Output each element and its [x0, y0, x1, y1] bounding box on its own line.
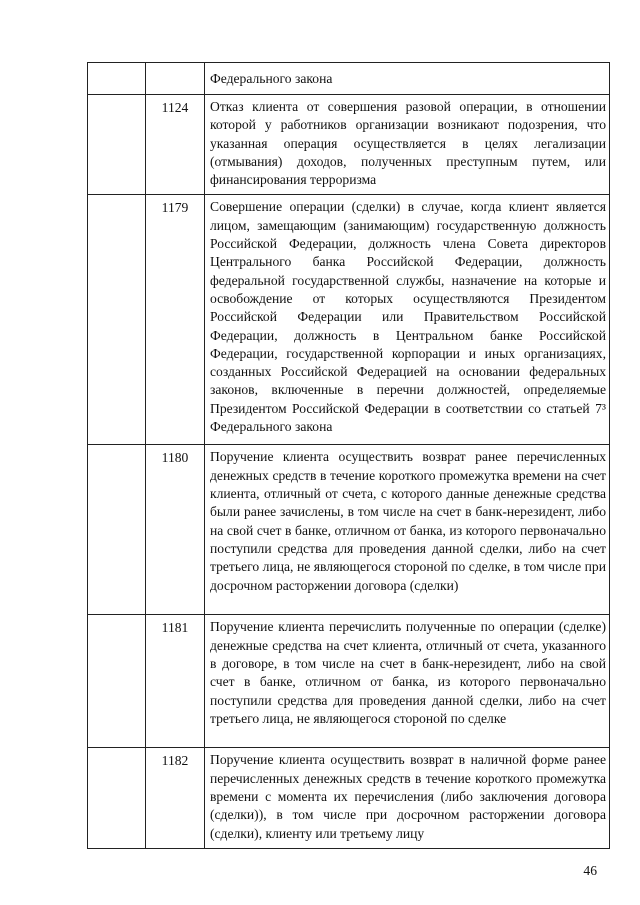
blank-cell [88, 615, 146, 748]
row-code: 1179 [146, 195, 205, 445]
row-text: Федерального закона [205, 63, 610, 95]
table-row [88, 63, 610, 95]
row-text: Отказ клиента от совершения разовой операции, в отношении которой у работников организации возникают подозрения, что указанная операция осуществляется в целях легализации (отмывания) доходов, полученных преступным путем, или финансирования терроризма [205, 95, 610, 195]
table-row [88, 615, 610, 748]
row-code: 1124 [146, 95, 205, 195]
blank-cell [88, 445, 146, 615]
row-text: Поручение клиента осуществить возврат ранее перечисленных денежных средств в течение короткого промежутка времени на счет клиента, отличный от счета, с которого данные денежные средства были ранее зачислены, в том числе на счет в банк-нерезидент, либо на свой счет в банке, отличном от банка, из которого первоначально поступили средства для проведения данной сделки, либо на счет третьего лица, не являющегося стороной по сделке, в том числе при досрочном расторжении договора (сделки) [205, 445, 610, 615]
row-text: Поручение клиента перечислить полученные по операции (сделке) денежные средства на счет клиента, отличный от счета, указанного в договоре, в том числе на счет в банк-нерезидент, либо на свой счет в банке, отличном от банка, из которого первоначально поступили средства для проведения данной сделки, либо на счет третьего лица, не являющегося стороной по сделке [205, 615, 610, 748]
blank-cell [88, 95, 146, 195]
blank-cell [88, 195, 146, 445]
table-row [88, 445, 610, 615]
row-text: Совершение операции (сделки) в случае, когда клиент является лицом, замещающим (занимающим) государственную должность Российской Федерации, должность члена Совета директоров Центрального банка Российской Федерации, должность федеральной государственной службы, назначение на которые и освобождение от которых осуществляются Президентом Российской Федерации или Правительством Российской Федерации, должность в Центральном банке Российской Федерации, государственной корпорации и иных организациях, созданных Российской Федерацией на основании федеральных законов, включенные в перечни должностей, определяемые Президентом Российской Федерации в соответствии со статьей 7³ Федерального закона [205, 195, 610, 445]
row-code: 1180 [146, 445, 205, 615]
row-code [146, 63, 205, 95]
row-code: 1181 [146, 615, 205, 748]
table-row [88, 195, 610, 445]
table-row [88, 748, 610, 848]
row-code: 1182 [146, 748, 205, 848]
table-row [88, 95, 610, 195]
blank-cell [88, 63, 146, 95]
operations-table [87, 62, 610, 849]
page-number: 46 [583, 863, 597, 878]
row-text: Поручение клиента осуществить возврат в наличной форме ранее перечисленных денежных средств в течение короткого промежутка времени с момента их перечисления (либо заключения договора (сделки)), в том числе при досрочном расторжении договора (сделки), клиенту или третьему лицу [205, 748, 610, 848]
blank-cell [88, 748, 146, 848]
